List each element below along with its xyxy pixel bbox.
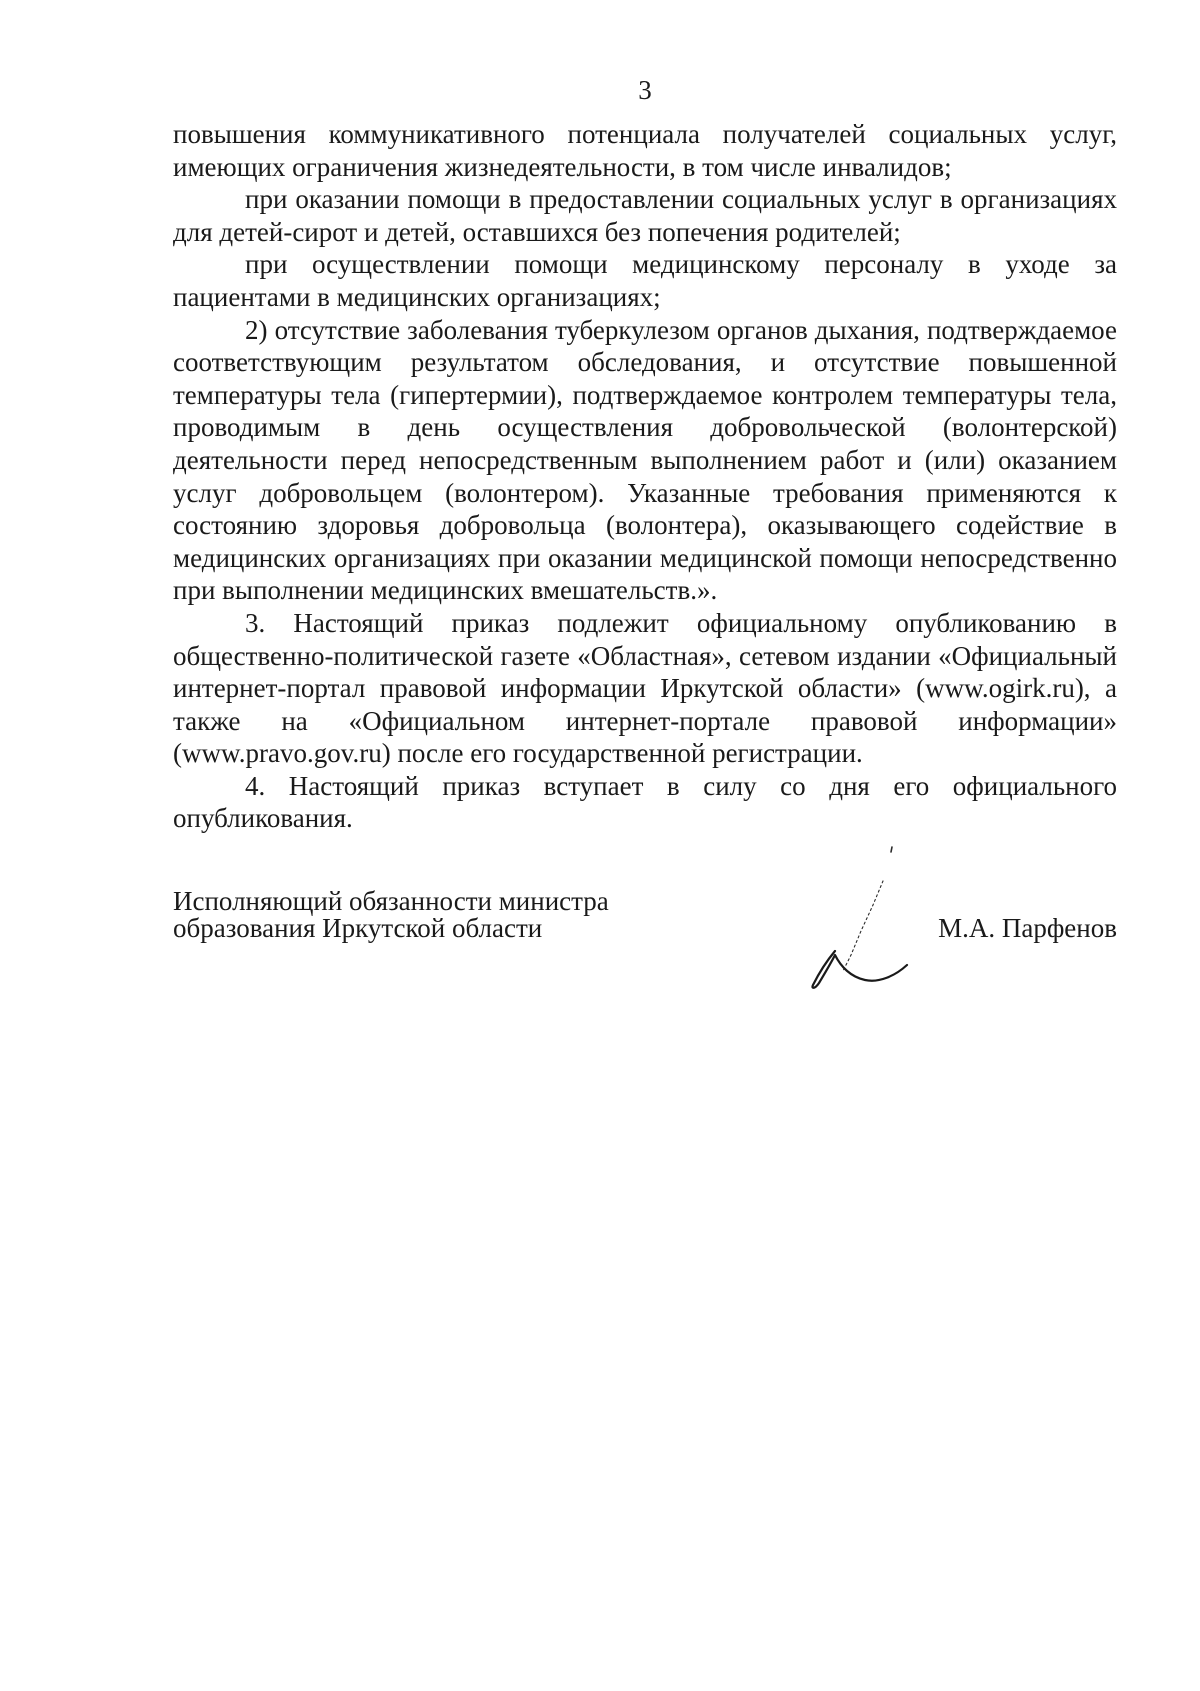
paragraph-5: 3. Настоящий приказ подлежит официальному опубликованию в общественно-политической газете «Областная», сетевом издании «Официальный интернет-портал правовой информации Иркутской области» (www.ogirk.ru), а также на «Официальном интернет-портале правовой информации» (www.pravo.gov.ru) после его государственной регистрации. bbox=[173, 607, 1117, 769]
signature-block bbox=[173, 888, 1117, 1008]
document-body bbox=[173, 118, 1117, 835]
signatory-position bbox=[173, 888, 609, 942]
signatory-position-line-1: Исполняющий обязанности министра bbox=[173, 886, 609, 916]
paragraph-4: 2) отсутствие заболевания туберкулезом органов дыхания, подтверждаемое соответствующим результатом обследования, и отсутствие повышенной температуры тела (гипертермии), подтверждаемое контролем температуры тела, проводимым в день осуществления добровольческой (волонтерской) деятельности перед непосредственным выполнением работ и (или) оказанием услуг добровольцем (волонтером). Указанные требования применяются к состоянию здоровья добровольца (волонтера), оказывающего содействие в медицинских организациях при оказании медицинской помощи непосредственно при выполнении медицинских вмешательств.». bbox=[173, 314, 1117, 606]
paragraph-1: повышения коммуникативного потенциала получателей социальных услуг, имеющих ограничения жизнедеятельности, в том числе инвалидов; bbox=[173, 119, 1117, 182]
paragraph-2: при оказании помощи в предоставлении социальных услуг в организациях для детей-сирот и детей, оставшихся без попечения родителей; bbox=[173, 184, 1117, 247]
paragraph-6: 4. Настоящий приказ вступает в силу со дня его официального опубликования. bbox=[173, 770, 1117, 834]
paragraph-3: при осуществлении помощи медицинскому персоналу в уходе за пациентами в медицинских организациях; bbox=[173, 249, 1117, 312]
handwritten-signature bbox=[805, 843, 925, 993]
page-number: 3 bbox=[638, 75, 652, 105]
signatory-name: М.А. Парфенов bbox=[938, 913, 1117, 943]
signatory-position-line-2: образования Иркутской области bbox=[173, 913, 543, 943]
